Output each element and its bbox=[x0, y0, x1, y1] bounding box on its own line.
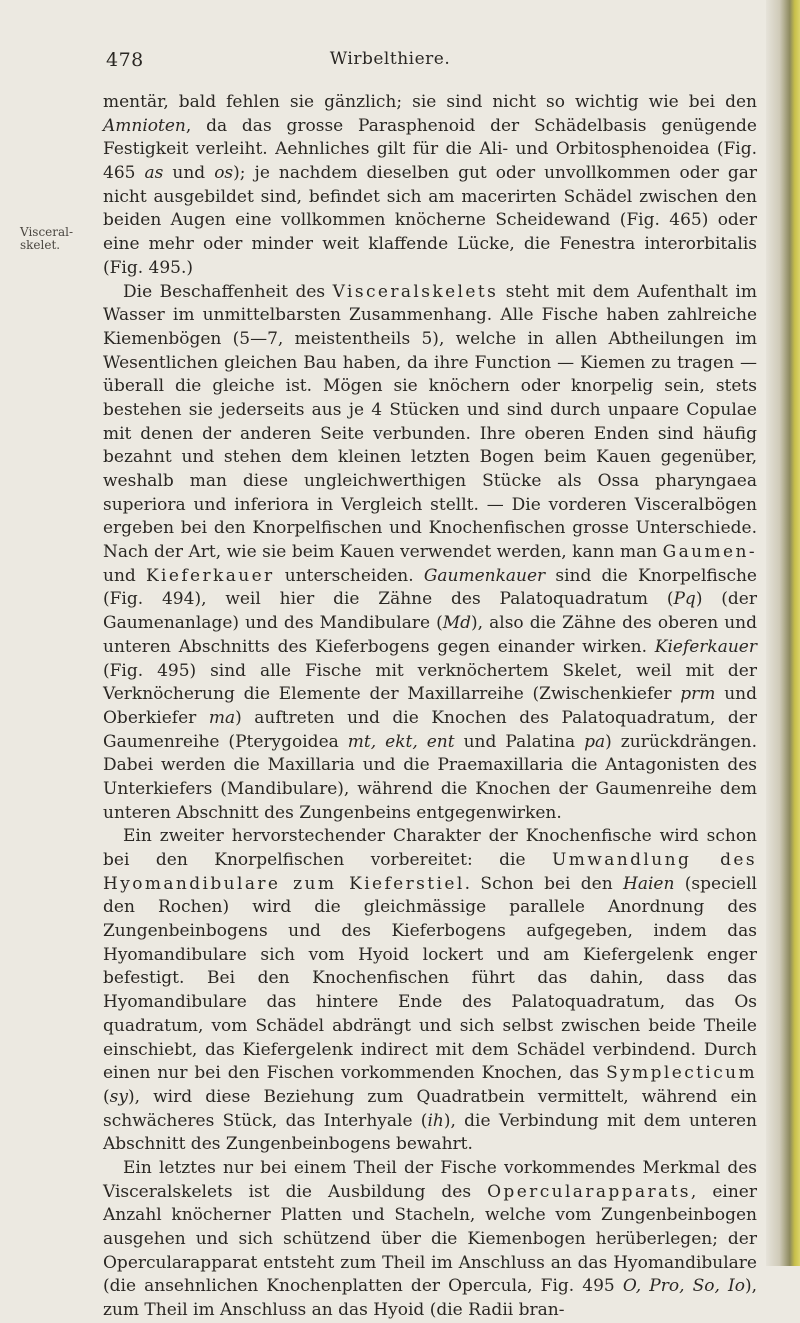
italic-text: Pq bbox=[673, 589, 696, 610]
text-run: und bbox=[163, 163, 215, 184]
italic-text: pa bbox=[584, 731, 606, 752]
text-run: ), also die Zähne des oberen und unteren Abschnitts des Kieferbogens gegen einander wirken. bbox=[103, 613, 757, 657]
text-run: ); je nachdem dieselben gut oder unvollkommen oder gar nicht ausgebildet sind, befindet sich am macerirten Schädel zwischen den beiden Augen eine vollkommen knöcherne Scheidewand (Fig. 465) oder eine mehr oder minder weit klaffende Lücke, die Fenestra interorbitalis (Fig. 495.) bbox=[103, 163, 757, 278]
text-run: und bbox=[103, 565, 146, 586]
italic-text: ih bbox=[427, 1110, 444, 1131]
margin-note-text: Visceral- skelet. bbox=[20, 225, 74, 252]
text-run: ) zurückdrängen. Dabei werden die Maxillaria und die Praemaxillaria die Antagonisten des Unterkiefers (Mandibulare), während die Knochen der Gaumenreihe dem unteren Abschnitt des Zungenbeins entgegenwirken. bbox=[103, 731, 758, 823]
italic-text: Haien bbox=[623, 873, 675, 894]
italic-text: O, Pro, So, Io bbox=[622, 1276, 745, 1297]
italic-text: ma bbox=[208, 707, 236, 728]
text-run: (speciell den Rochen) wird die gleichmässige parallele Anordnung des Zungenbeinbogens und des Kieferbogens aufgegeben, indem das Hyomandibulare sich vom Hyoid lockert und am Kiefergelenk enger befestigt. Bei den Knochenfischen führt das dahin, dass das Hyomandibulare das hintere Ende des Palatoquadratum, das Os quadratum, vom Schädel abdrängt und sich selbst zwischen beide Theile einschiebt, das Kiefergelenk indirect mit dem Schädel verbindend. Durch einen nur bei den Fischen vorkommenden Knochen, das bbox=[103, 873, 757, 1084]
page-edge bbox=[766, 0, 800, 1266]
page-header bbox=[0, 49, 800, 73]
paragraph bbox=[103, 281, 757, 826]
text-run: Ein zweiter hervorstechender Charakter der Knochenfische wird schon bei den Knorpelfischen vorbereitet: die bbox=[103, 826, 757, 870]
text-run: ), wird diese Beziehung zum Quadratbein vermittelt, während ein schwächeres Stück, das Interhyale ( bbox=[103, 1086, 757, 1131]
paragraph bbox=[103, 825, 757, 1157]
italic-text: sy bbox=[109, 1086, 128, 1107]
text-run: , einer Anzahl knöcherner Platten und Stacheln, welche vom Zungenbeinbogen ausgehen und sich schützend über die Kiemenbogen herüberlegen; der Opercularapparat entsteht zum Theil im Anschluss an das Hyomandibulare (die ansehnlichen Knochenplatten der Opercula, Fig. 495 bbox=[103, 1181, 757, 1297]
spaced-text: Umwandlung des Hyomandibulare zum Kieferstiel bbox=[103, 850, 757, 894]
text-run: unterscheiden. bbox=[274, 565, 424, 586]
italic-text: os bbox=[214, 163, 234, 184]
page-number: 478 bbox=[106, 49, 144, 71]
text-run: , da das grosse Parasphenoid der Schädelbasis genügende Festigkeit verleiht. Aehnliches gilt für die Ali- und Orbitosphenoidea (Fig. 465 bbox=[103, 115, 757, 184]
spaced-text: Visceralskelets bbox=[332, 281, 499, 302]
italic-text: Amnioten bbox=[103, 115, 186, 136]
italic-text: as bbox=[144, 163, 164, 184]
text-run: ), zum Theil im Anschluss an das Hyoid (die Radii bran- bbox=[103, 1276, 758, 1321]
italic-text: mt, ekt, ent bbox=[347, 731, 455, 752]
text-run: steht mit dem Aufenthalt im Wasser im unmittelbarsten Zusammenhang. Alle Fische haben zahlreiche Kiemenbögen (5—7, meistentheils 5), welche in allen Abtheilungen im Wesentlichen gleichen Bau haben, da ihre Function — Kiemen zu tragen — überall die gleiche ist. Mögen sie knöchern oder knorpelig sein, stets bestehen sie jederseits aus je 4 Stücken und sind durch unpaare Copulae mit denen der anderen Seite verbunden. Ihre oberen Enden sind häufig bezahnt und stehen dem kleinen letzten Bogen beim Kauen gegenüber, weshalb man diese ungleichwerthigen Stücke als Ossa pharyngaea superiora und inferiora in Vergleich stellt. — Die vorderen Visceralbögen ergeben bei den Knorpelfischen und Knochenfischen grosse Unterschiede. Nach der Art, wie sie beim Kauen verwendet werden, kann man bbox=[103, 281, 757, 563]
italic-text: Md bbox=[442, 613, 472, 634]
italic-text: prm bbox=[680, 684, 716, 705]
text-run: ) (der Gaumenanlage) und des Mandibulare ( bbox=[103, 589, 757, 634]
text-run: mentär, bald fehlen sie gänzlich; sie sind nicht so wichtig wie bei den bbox=[103, 92, 757, 112]
spaced-text: Kieferkauer bbox=[145, 565, 275, 586]
text-run: ( bbox=[103, 1086, 110, 1107]
text-run: und Palatina bbox=[454, 731, 585, 752]
italic-text: Gaumenkauer bbox=[423, 565, 546, 586]
spaced-text: Opercularapparats bbox=[487, 1181, 691, 1202]
spaced-text: Symplecticum bbox=[606, 1063, 757, 1084]
text-run: ) auftreten und die Knochen des Palatoquadratum, der Gaumenreihe (Pterygoidea bbox=[103, 707, 757, 752]
text-run: ), die Verbindung mit dem unteren Abschnitt des Zungenbeinbogens bewahrt. bbox=[103, 1110, 757, 1155]
text-run: . Schon bei den bbox=[464, 873, 624, 894]
margin-note bbox=[20, 225, 74, 252]
paragraph bbox=[103, 1157, 757, 1323]
text-run: (Fig. 495) sind alle Fische mit verknöchertem Skelet, weil mit der Verknöcherung die Elemente der Maxillarreihe (Zwischenkiefer bbox=[103, 660, 757, 705]
italic-text: Kieferkauer bbox=[654, 636, 757, 657]
paragraph bbox=[103, 91, 757, 281]
text-run: Die Beschaffenheit des bbox=[123, 281, 333, 302]
text-run: und Oberkiefer bbox=[103, 684, 758, 728]
text-run: Ein letztes nur bei einem Theil der Fische vorkommendes Merkmal des Visceralskelets ist die Ausbildung des bbox=[103, 1157, 757, 1202]
text-run: sind die Knorpelfische (Fig. 494), weil hier die Zähne des Palatoquadratum ( bbox=[103, 565, 757, 610]
running-title: Wirbelthiere. bbox=[329, 49, 451, 69]
body-text bbox=[103, 91, 757, 1323]
spaced-text: Gaumen- bbox=[662, 542, 757, 563]
